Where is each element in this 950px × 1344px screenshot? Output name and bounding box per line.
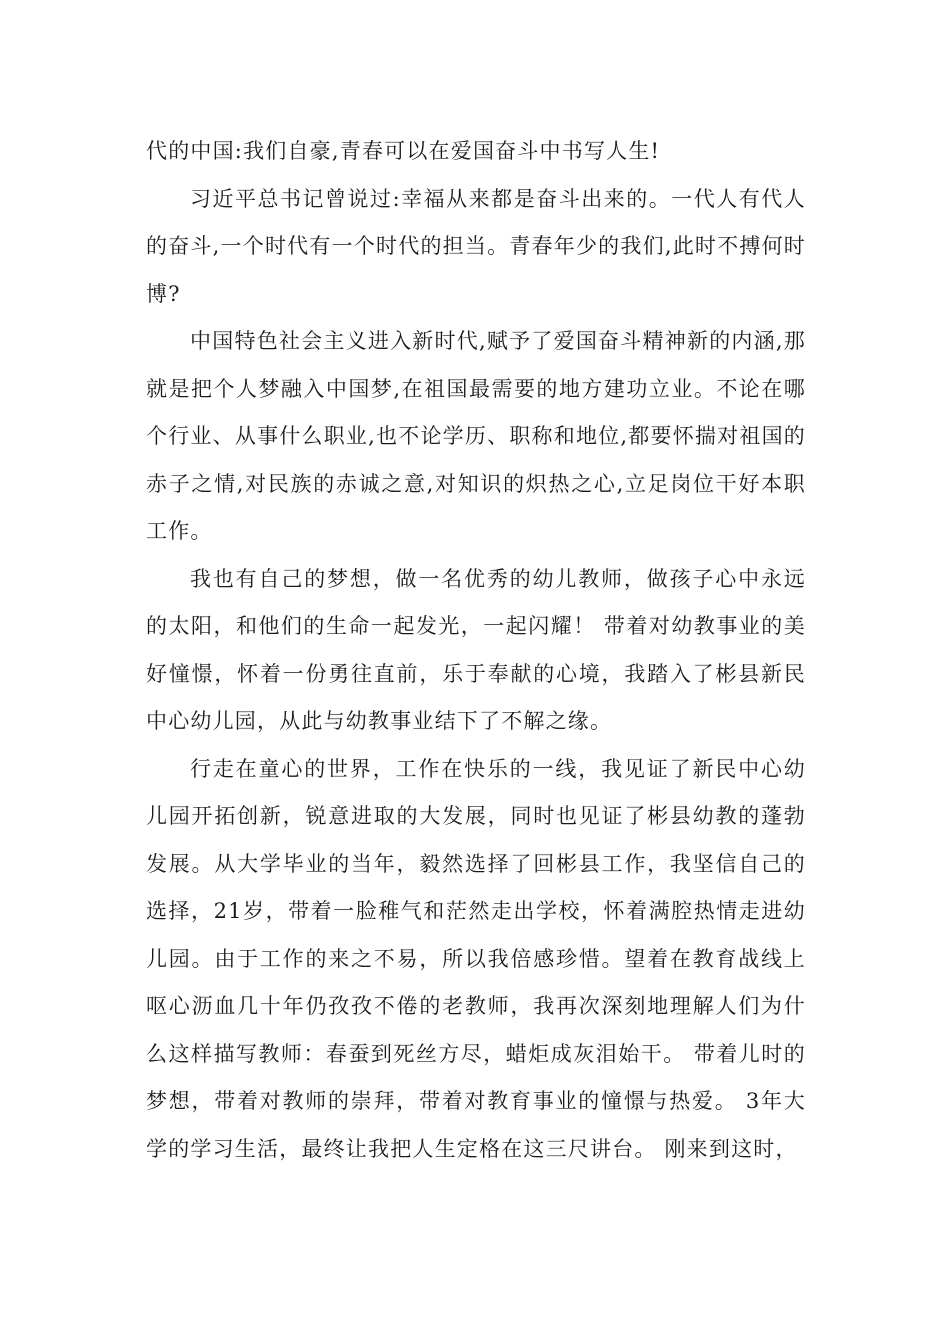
paragraph-4: 我也有自己的梦想，做一名优秀的幼儿教师，做孩子心中永远的太阳，和他们的生命一起发光，一起闪耀！ 带着对幼教事业的美好憧憬，怀着一份勇往直前，乐于奉献的心境，我踏入了彬县新民中心幼儿园，从此与幼教事业结下了不解之缘。 [146, 566, 806, 733]
paragraph-5: 行走在童心的世界，工作在快乐的一线，我见证了新民中心幼儿园开拓创新，锐意进取的大发展，同时也见证了彬县幼教的蓬勃发展。从大学毕业的当年，毅然选择了回彬县工作，我坚信自己的选择，21岁，带着一脸稚气和茫然走出学校，怀着满腔热情走进幼儿园。由于工作的来之不易，所以我倍感珍惜。望着在教育战线上呕心沥血几十年仍孜孜不倦的老教师，我再次深刻地理解人们为什么这样描写教师：春蚕到死丝方尽，蜡炬成灰泪始干。 带着儿时的梦想，带着对教师的崇拜，带着对教育事业的憧憬与热爱。 3年大学的学习生活，最终让我把人生定格在这三尺讲台。 刚来到这时， [146, 756, 806, 1161]
paragraph-3: 中国特色社会主义进入新时代,赋予了爱国奋斗精神新的内涵,那就是把个人梦融入中国梦,在祖国最需要的地方建功立业。不论在哪个行业、从事什么职业,也不论学历、职称和地位,都要怀揣对祖国的赤子之情,对民族的赤诚之意,对知识的炽热之心,立足岗位干好本职工作。 [146, 329, 806, 543]
document-body [146, 128, 806, 1173]
paragraph-2: 习近平总书记曾说过:幸福从来都是奋斗出来的。一代人有代人的奋斗,一个时代有一个时代的担当。青春年少的我们,此时不搏何时博? [146, 186, 806, 306]
paragraph-1: 代的中国:我们自豪,青春可以在爱国奋斗中书写人生! [146, 139, 661, 163]
